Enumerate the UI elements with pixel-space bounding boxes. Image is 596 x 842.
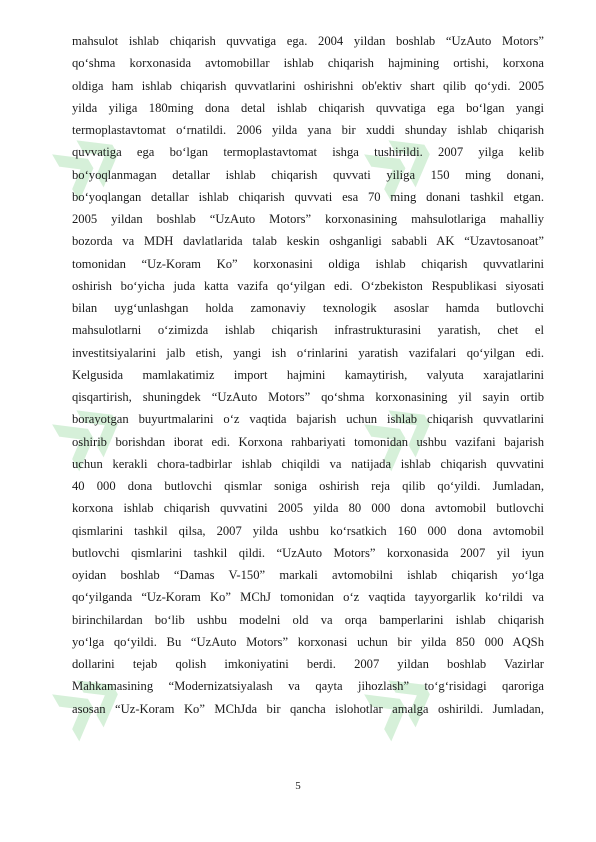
text-line: borayotgan buyurtmalarini o‘z vaqtida bajarish uchun ishlab chiqarish quvvatlarini bbox=[72, 412, 544, 427]
text-line: Kelgusida mamlakatimiz import hajmini kamaytirish, valyuta xarajatlarini bbox=[72, 367, 544, 382]
watermark-chevron: » bbox=[18, 79, 156, 240]
text-line: Mahkamasining “Modernizatsiyalash va qayta jihozlash” to‘g‘risidagi qaroriga bbox=[72, 679, 544, 694]
text-line: quvvatiga ega bo‘lgan termoplastavtomat ishga tushirildi. 2007 yilga kelib bbox=[72, 145, 544, 160]
text-line: oshirish bo‘yicha juda katta vazifa qo‘yilgan edi. O‘zbekiston Respublikasi siyosati bbox=[72, 278, 544, 293]
watermark-chevron: » bbox=[18, 619, 156, 780]
text-line: investitsiyalarini jalb etish, yangi ish o‘rinlarini yaratish vazifalari qo‘yilgan edi. bbox=[72, 345, 544, 360]
text-line: yilda yiliga 180ming dona detal ishlab chiqarish quvvatiga ega bo‘lgan yangi bbox=[72, 100, 544, 115]
text-line: oldiga ham ishlab chiqarish quvvatlarini oshirishni ob'ektiv shart qilib qo‘ydi. 2005 bbox=[72, 78, 544, 93]
page-number: 5 bbox=[295, 780, 301, 792]
text-line: qisqartirish, shuningdek “UzAuto Motors” qo‘shma korxonasining yil sayin ortib bbox=[72, 390, 544, 404]
watermark-chevron: » bbox=[330, 79, 468, 240]
document-body bbox=[72, 30, 544, 720]
text-line: butlovchi qismlarini tashkil qildi. “UzAuto Motors” korxonasida 2007 yil iyun bbox=[72, 545, 544, 560]
text-line: dollarini tejab qolish imkoniyatini berdi. 2007 yildan boshlab Vazirlar bbox=[72, 657, 544, 671]
text-line: mahsulotlarni o‘zimizda ishlab chiqarish infrastrukturasini yaratish, chet el bbox=[72, 323, 544, 338]
text-line: qismlarini tashkil qilsa, 2007 yilda ushbu ko‘rsatkich 160 000 dona avtomobil bbox=[72, 523, 544, 538]
text-line: yo‘lga qo‘yildi. Bu “UzAuto Motors” korxonasi uchun bir yilda 850 000 AQSh bbox=[72, 634, 544, 649]
text-line: oshirib borishdan iborat edi. Korxona rahbariyati tomonidan ushbu vazifani bajarish bbox=[72, 434, 544, 449]
text-line: mahsulot ishlab chiqarish quvvatiga ega. 2004 yildan boshlab “UzAuto Motors” bbox=[72, 34, 544, 48]
text-line: qo‘yilganda “Uz-Koram Ko” MChJ tomonidan o‘z vaqtida tayyorgarlik ko‘rildi va bbox=[72, 590, 544, 605]
watermark-chevron: » bbox=[330, 619, 468, 780]
text-line: qo‘shma korxonasida avtomobillar ishlab chiqarish hajmining ortishi, korxona bbox=[72, 56, 544, 71]
text-line: bo‘yoqlanmagan detallar ishlab chiqarish quvvati yiliga 150 ming donani, bbox=[72, 167, 544, 182]
text-line: oyidan boshlab “Damas V-150” markali avtomobilni ishlab chiqarish yo‘lga bbox=[72, 568, 544, 582]
text-line: tomonidan “Uz-Koram Ko” korxonasini oldiga ishlab chiqarish quvvatlarini bbox=[72, 256, 544, 271]
text-line: korxona ishlab chiqarish quvvatini 2005 yilda 80 000 dona avtomobil butlovchi bbox=[72, 501, 544, 516]
text-line: bo‘yoqlangan detallar ishlab chiqarish quvvati esa 70 ming donani tashkil etgan. bbox=[72, 189, 544, 204]
text-line: termoplastavtomat o‘rnatildi. 2006 yilda yana bir xuddi shunday ishlab chiqarish bbox=[72, 123, 544, 137]
watermark-chevron: » bbox=[18, 349, 156, 510]
text-line: bilan uyg‘unlashgan holda zamonaviy texnologik asoslar hamda butlovchi bbox=[72, 301, 544, 315]
text-line: bozorda va MDH davlatlarida talab keskin oshganligi sababli AK “Uzavtosanoat” bbox=[72, 234, 544, 249]
text-line: 40 000 dona butlovchi qismlar soniga oshirish reja qilib qo‘yildi. Jumladan, bbox=[72, 479, 544, 493]
watermark-chevron: » bbox=[330, 349, 468, 510]
text-line: uchun kerakli chora-tadbirlar ishlab chiqildi va natijada ishlab chiqarish quvvatini bbox=[72, 456, 544, 471]
text-line: 2005 yildan boshlab “UzAuto Motors” korxonasining mahsulotlariga mahalliy bbox=[72, 212, 544, 226]
text-line: birinchilardan bo‘lib ushbu modelni old va orqa bamperlarini ishlab chiqarish bbox=[72, 612, 544, 627]
text-line: asosan “Uz-Koram Ko” MChJda bir qancha islohotlar amalga oshirildi. Jumladan, bbox=[72, 701, 544, 716]
